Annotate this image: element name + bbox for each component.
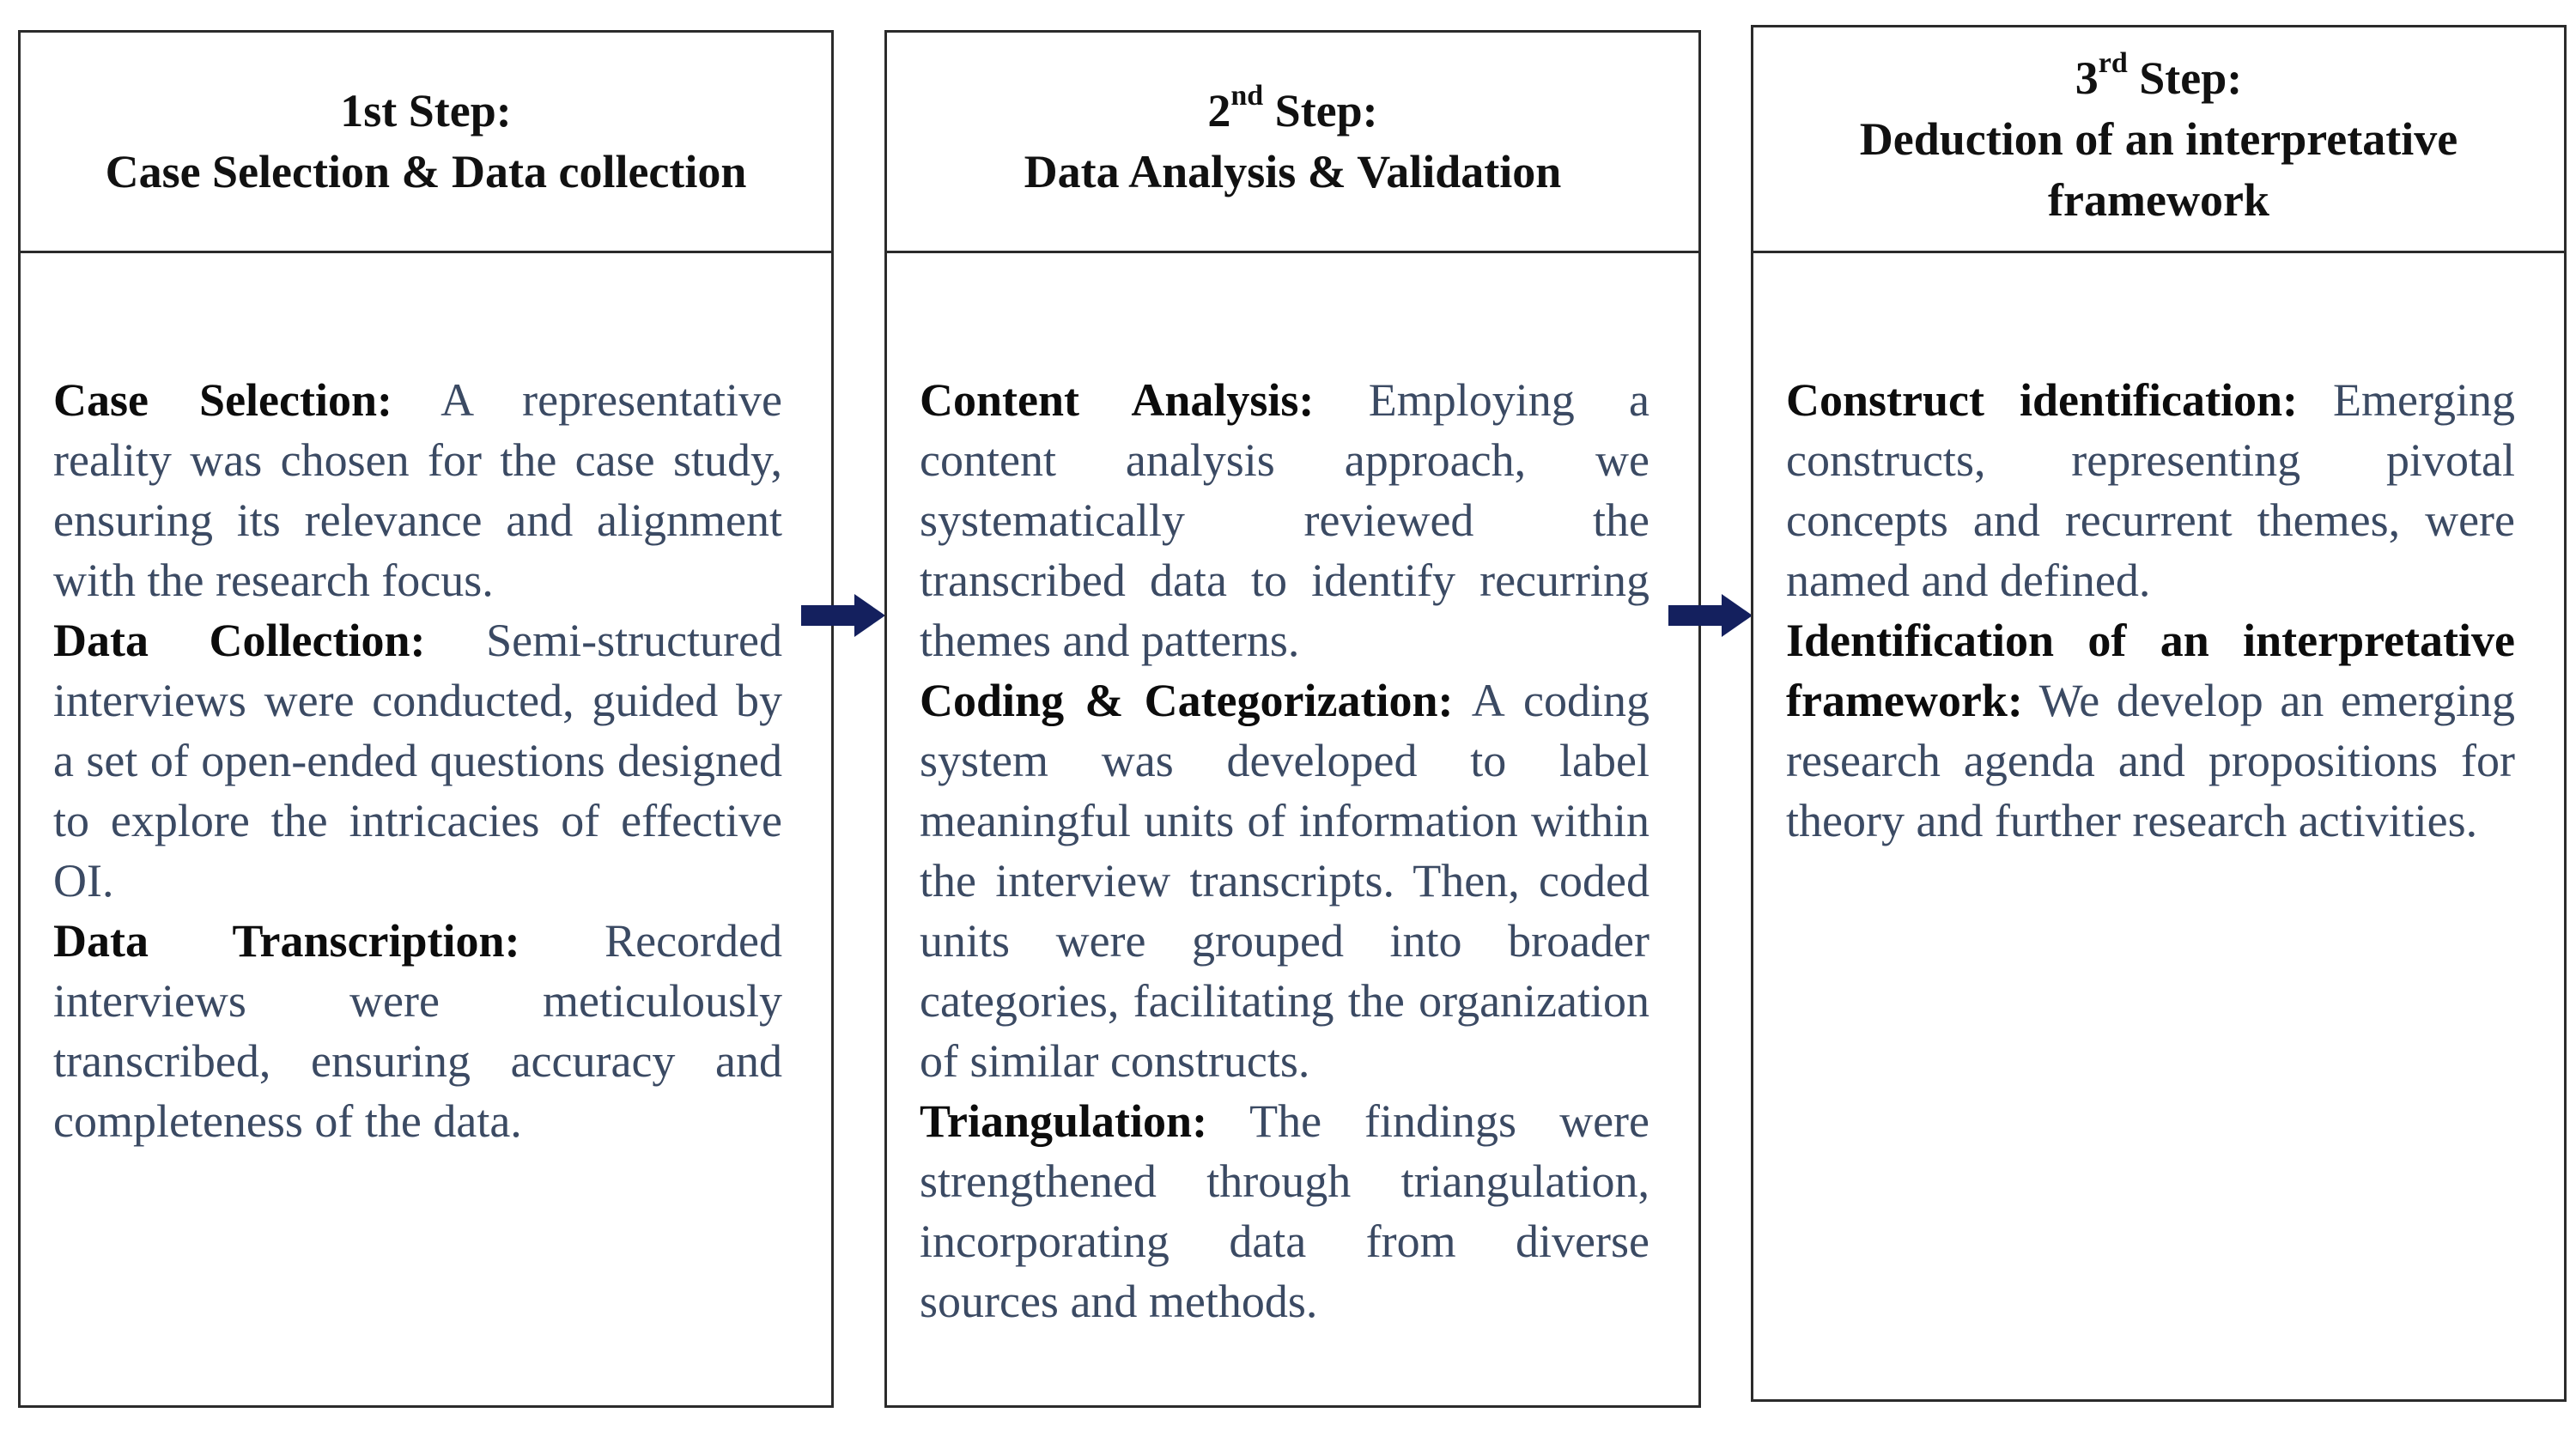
step-1-header <box>21 33 831 253</box>
step-2-box <box>884 30 1701 1408</box>
step-3-item <box>1786 370 2515 610</box>
step-2-body <box>887 253 1698 1405</box>
step-3-ordinal-rest: Step: <box>2127 52 2243 104</box>
step-1-item-text: Semi-structured interviews were conducted, guided by a set of open-ended questions designed to explore the intricacies of effective OI. <box>53 615 782 907</box>
step-3-item-text: We develop an emerging research agenda and propositions for theory and further research activities. <box>1786 675 2515 846</box>
step-3-item <box>1786 610 2515 851</box>
step-3-header <box>1753 27 2564 253</box>
step-3-box <box>1751 25 2567 1402</box>
step-3-ordinal-suffix: rd <box>2098 46 2128 79</box>
step-2-title: Data Analysis & Validation <box>1024 146 1562 197</box>
step-1-body <box>21 253 831 1405</box>
step-1-item-term: Data Collection: <box>53 615 426 666</box>
step-3-title-line-1: Deduction of an interpretative <box>1859 112 2458 165</box>
step-1-box <box>18 30 834 1408</box>
step-2-ordinal-rest: Step: <box>1263 85 1378 136</box>
step-3-ordinal-number: 3 <box>2075 52 2099 104</box>
step-2-ordinal <box>1207 81 1377 142</box>
step-1-item <box>53 610 782 911</box>
step-2-ordinal-number: 2 <box>1207 85 1231 136</box>
arrow-shape <box>801 594 885 637</box>
step-1-item-text: A representative reality was chosen for the case study, ensuring its relevance and alignment with the research focus. <box>53 374 783 606</box>
step-1-item <box>53 370 782 610</box>
step-2-item <box>920 670 1649 1091</box>
arrow-shape <box>1668 594 1753 637</box>
step-1-item <box>53 911 782 1151</box>
step-1-item-term: Data Transcription: <box>53 915 520 967</box>
step-2-item-text: Employing a content analysis approach, we systematically reviewed the transcribed data to identify recurring themes and patterns. <box>920 374 1649 666</box>
step-2-item-term: Content Analysis: <box>920 374 1315 426</box>
step-1-item-term: Case Selection: <box>53 374 392 426</box>
step-2-item <box>920 370 1649 670</box>
arrow-right-icon <box>1668 594 1753 637</box>
step-1-item-text: Recorded interviews were meticulously transcribed, ensuring accuracy and completeness of the data. <box>53 915 782 1147</box>
step-3-ordinal <box>2075 48 2243 109</box>
step-2-item <box>920 1091 1649 1331</box>
step-2-item-term: Coding & Categorization: <box>920 675 1454 726</box>
step-3-item-text: Emerging constructs, representing pivotal concepts and recurrent themes, were named and defined. <box>1786 374 2516 606</box>
step-3-item-term: Construct identification: <box>1786 374 2298 426</box>
arrow-right-icon <box>801 594 885 637</box>
step-2-ordinal-suffix: nd <box>1230 80 1264 112</box>
step-2-item-text: The findings were strengthened through triangulation, incorporating data from diverse sources and methods. <box>920 1095 1649 1327</box>
step-3-body <box>1753 253 2564 1399</box>
step-3-title-line-2: framework <box>2048 173 2269 226</box>
step-1-ordinal: 1st Step: <box>340 85 512 136</box>
step-2-header <box>887 33 1698 253</box>
step-2-item-term: Triangulation: <box>920 1095 1208 1147</box>
step-2-item-text: A coding system was developed to label meaningful units of information within the interview transcripts. Then, coded units were grouped into broader categories, facilitating the organization of similar constructs. <box>920 675 1650 1087</box>
step-1-title: Case Selection & Data collection <box>105 146 747 197</box>
step-3-item-term: Identification of an interpretative framework: <box>1786 615 2515 726</box>
